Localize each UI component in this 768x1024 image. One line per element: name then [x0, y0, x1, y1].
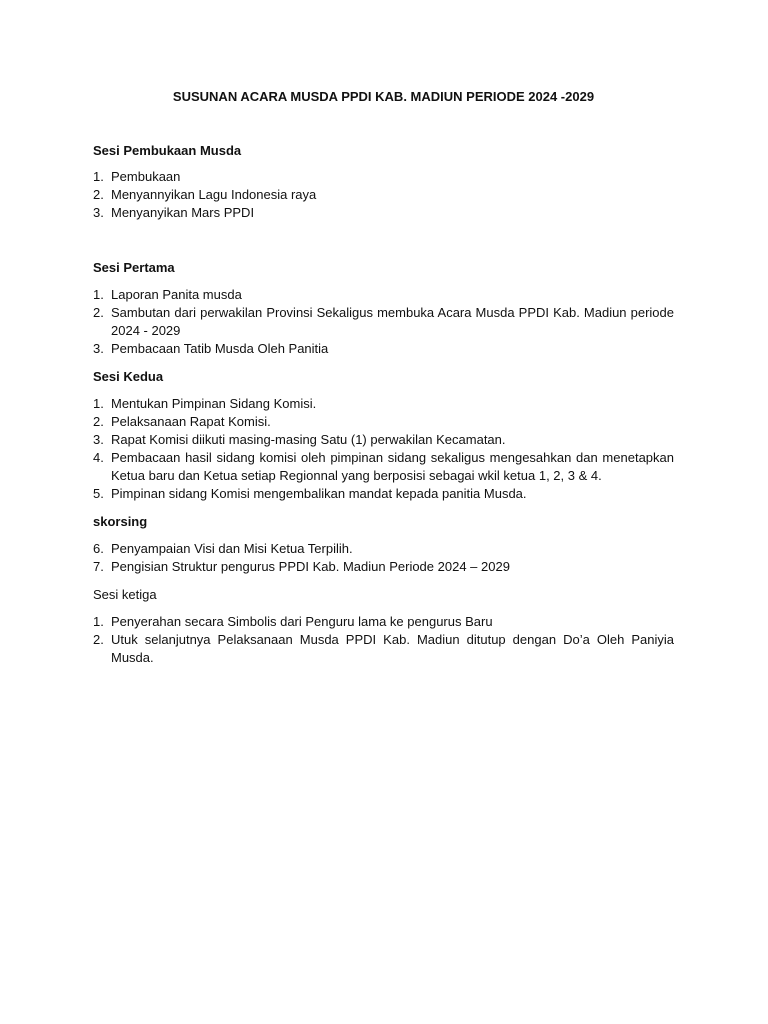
section-ketiga [93, 586, 674, 667]
item-number: 2. [93, 632, 104, 647]
item-number: 2. [93, 414, 104, 429]
section-kedua [93, 368, 674, 503]
list-item [93, 186, 674, 204]
section-heading: Sesi Pembukaan Musda [93, 143, 242, 158]
agenda-list [93, 168, 674, 222]
item-number: 3. [93, 205, 104, 220]
item-number: 2. [93, 305, 104, 320]
item-number: 2. [93, 187, 104, 202]
item-text: Pengisian Struktur pengurus PPDI Kab. Madiun Periode 2024 – 2029 [111, 559, 510, 574]
item-text: Pimpinan sidang Komisi mengembalikan mandat kepada panitia Musda. [111, 486, 527, 501]
item-number: 1. [93, 287, 104, 302]
item-text: Utuk selanjutnya Pelaksanaan Musda PPDI Kab. Madiun ditutup dengan Do’a Oleh Paniyia Musda. [111, 632, 674, 665]
document-title: SUSUNAN ACARA MUSDA PPDI KAB. MADIUN PERIODE 2024 -2029 [172, 89, 595, 104]
list-item [93, 558, 674, 576]
list-item [93, 613, 674, 631]
list-item [93, 540, 674, 558]
item-text: Rapat Komisi diikuti masing-masing Satu (1) perwakilan Kecamatan. [111, 432, 506, 447]
item-text: Laporan Panita musda [111, 287, 242, 302]
list-item [93, 431, 674, 449]
section-heading: Sesi ketiga [93, 587, 157, 602]
list-item [93, 485, 674, 503]
item-text: Pelaksanaan Rapat Komisi. [111, 414, 271, 429]
item-number: 3. [93, 341, 104, 356]
list-item [93, 413, 674, 431]
list-item [93, 168, 674, 186]
item-number: 7. [93, 559, 104, 574]
agenda-list [93, 286, 674, 358]
item-text: Penyerahan secara Simbolis dari Penguru lama ke pengurus Baru [111, 614, 493, 629]
list-item [93, 631, 674, 667]
item-text: Pembukaan [111, 169, 181, 184]
section-heading: Sesi Pertama [93, 260, 175, 275]
section-skorsing [93, 513, 674, 576]
section-pembukaan [93, 142, 674, 222]
section-pertama [93, 259, 674, 358]
item-number: 5. [93, 486, 104, 501]
item-text: Penyampaian Visi dan Misi Ketua Terpilih. [111, 541, 353, 556]
item-number: 4. [93, 450, 104, 465]
section-heading: skorsing [93, 514, 148, 529]
item-text: Menyannyikan Lagu Indonesia raya [111, 187, 317, 202]
agenda-list [93, 395, 674, 503]
item-number: 3. [93, 432, 104, 447]
list-item [93, 395, 674, 413]
item-number: 1. [93, 614, 104, 629]
item-text: Sambutan dari perwakilan Provinsi Sekaligus membuka Acara Musda PPDI Kab. Madiun periode 2024 - 2029 [111, 305, 674, 338]
item-number: 6. [93, 541, 104, 556]
item-text: Mentukan Pimpinan Sidang Komisi. [111, 396, 317, 411]
list-item [93, 204, 674, 222]
list-item [93, 304, 674, 340]
item-number: 1. [93, 169, 104, 184]
item-text: Menyanyikan Mars PPDI [111, 205, 255, 220]
agenda-list [93, 613, 674, 667]
list-item [93, 449, 674, 485]
list-item [93, 340, 674, 358]
item-number: 1. [93, 396, 104, 411]
list-item [93, 286, 674, 304]
agenda-list [93, 540, 674, 576]
item-text: Pembacaan hasil sidang komisi oleh pimpinan sidang sekaligus mengesahkan dan menetapkan Ketua baru dan Ketua setiap Regionnal yang berposisi sebagai wkil ketua 1, 2, 3 & 4. [111, 450, 674, 483]
section-heading: Sesi Kedua [93, 369, 164, 384]
item-text: Pembacaan Tatib Musda Oleh Panitia [111, 341, 329, 356]
